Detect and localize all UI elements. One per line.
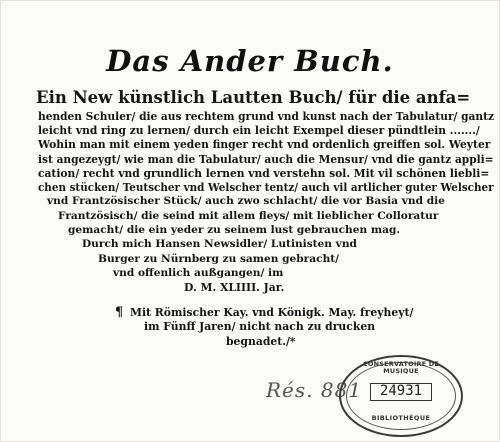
text-line-14: D. M. XLIIII. Jar. <box>184 281 285 294</box>
text-line-11: Durch mich Hansen Newsidler/ Lutinisten vnd <box>82 238 357 250</box>
pilcrow-mark: ¶ <box>115 305 124 320</box>
text-line-7: chen stücken/ Teutscher vnd Welscher tentz/ auch vil artlicher guter Welscher <box>38 181 494 194</box>
stamp-label: BIBLIOTHÈQUE <box>371 414 431 422</box>
text-line-9: Frantzösisch/ die seind mit allem fleys/ mit lieblicher Colloratur <box>58 210 439 222</box>
shelfmark-annotation: Rés. 881 <box>266 378 363 402</box>
text-line-10: gemacht/ die ein yeder zu seinem lust gebrauchen mag. <box>68 224 401 236</box>
text-line-4: Wohin man mit einem yeden finger recht vnd ordenlich greiffen sol. Weyter <box>38 138 491 151</box>
text-line-5: ist angezeygt/ wie man die Tabulatur/ auch die Mensur/ vnd die gantz appli= <box>38 153 494 166</box>
text-line-1: Ein New künstlich Lautten Buch/ für die anfa= <box>36 88 471 107</box>
text-line-8: vnd Frantzösischer Stück/ auch zwo schlacht/ die vor Basia vnd die <box>47 195 445 207</box>
text-line-12: Burger zu Nürnberg zu samen gebracht/ <box>98 253 340 265</box>
privilege-line-1: Mit Römischer Kay. vnd Königk. May. freyheyt/ <box>130 306 414 319</box>
page-title: Das Ander Buch. <box>106 44 394 78</box>
privilege-line-2: im Fünff Jaren/ nicht nach zu drucken <box>144 320 376 333</box>
stamp-institution: CONSERVATOIRE DE MUSIQUE <box>362 360 440 376</box>
text-line-6: cation/ recht vnd grundlich lernen vnd verstehn sol. Mit vil schönen liebli= <box>38 167 490 180</box>
text-line-2: henden Schuler/ die aus rechtem grund vnd kunst nach der Tabulatur/ gantz <box>38 110 494 123</box>
text-line-13: vnd offenlich außgangen/ im <box>113 267 284 279</box>
privilege-line-3: begnadet./* <box>226 335 296 348</box>
stamp-number: 24931 <box>370 383 432 401</box>
text-line-3: leicht vnd ring zu lernen/ durch ein leicht Exempel dieser pündtlein ......./ <box>38 124 480 137</box>
